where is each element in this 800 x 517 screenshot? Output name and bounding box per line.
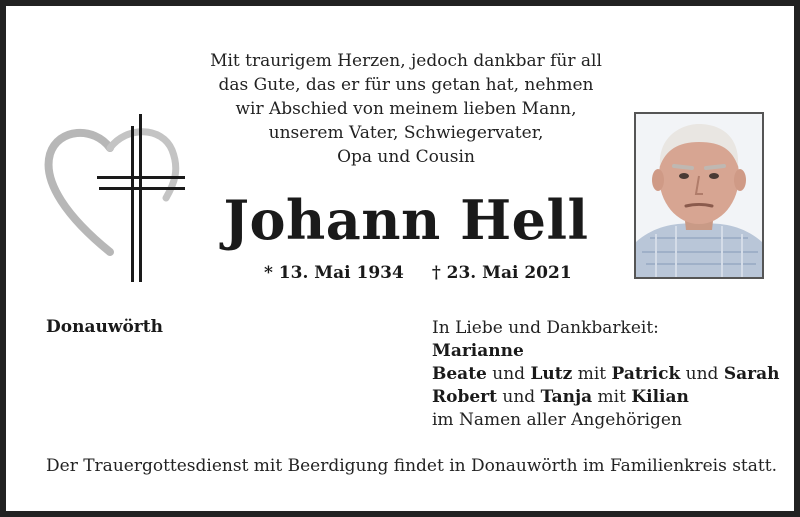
deceased-name: Johann Hell	[223, 188, 589, 252]
mourner-name: Sarah	[723, 364, 780, 384]
mourners-closing: im Namen aller Angehörigen	[432, 410, 682, 430]
connector-text: und	[680, 364, 724, 384]
mourners-line	[432, 386, 779, 409]
service-note: Der Trauergottesdienst mit Beerdigung findet in Donauwörth im Familienkreis statt.	[46, 456, 777, 476]
mourner-name: Marianne	[432, 341, 524, 361]
intro-line: Mit traurigem Herzen, jedoch dankbar für all	[210, 51, 602, 71]
intro-line: unserem Vater, Schwiegervater,	[268, 123, 544, 143]
mourners-heading: In Liebe und Dankbarkeit:	[432, 318, 659, 338]
intro-line: Opa und Cousin	[337, 147, 475, 167]
life-dates	[264, 263, 572, 283]
connector-text: und	[496, 387, 541, 407]
mourner-name: Kilian	[631, 387, 689, 407]
heart-cross-icon	[44, 110, 189, 286]
intro-text	[196, 49, 616, 169]
connector-text: mit	[592, 387, 632, 407]
birth-date: * 13. Mai 1934	[264, 263, 404, 283]
mourner-name: Lutz	[530, 364, 573, 384]
mourners-line	[432, 363, 779, 386]
mourner-name: Patrick	[611, 364, 681, 384]
intro-line: das Gute, das er für uns getan hat, nehmen	[218, 75, 594, 95]
mourner-name: Robert	[432, 387, 497, 407]
place-name: Donauwörth	[46, 317, 163, 337]
death-date: † 23. Mai 2021	[431, 263, 572, 283]
mourner-name: Tanja	[540, 387, 593, 407]
intro-line: wir Abschied von meinem lieben Mann,	[235, 99, 577, 119]
mourners-block	[432, 317, 779, 432]
connector-text: und	[486, 364, 531, 384]
mourner-name: Beate	[432, 364, 487, 384]
portrait-photo	[634, 112, 764, 279]
connector-text: mit	[572, 364, 612, 384]
